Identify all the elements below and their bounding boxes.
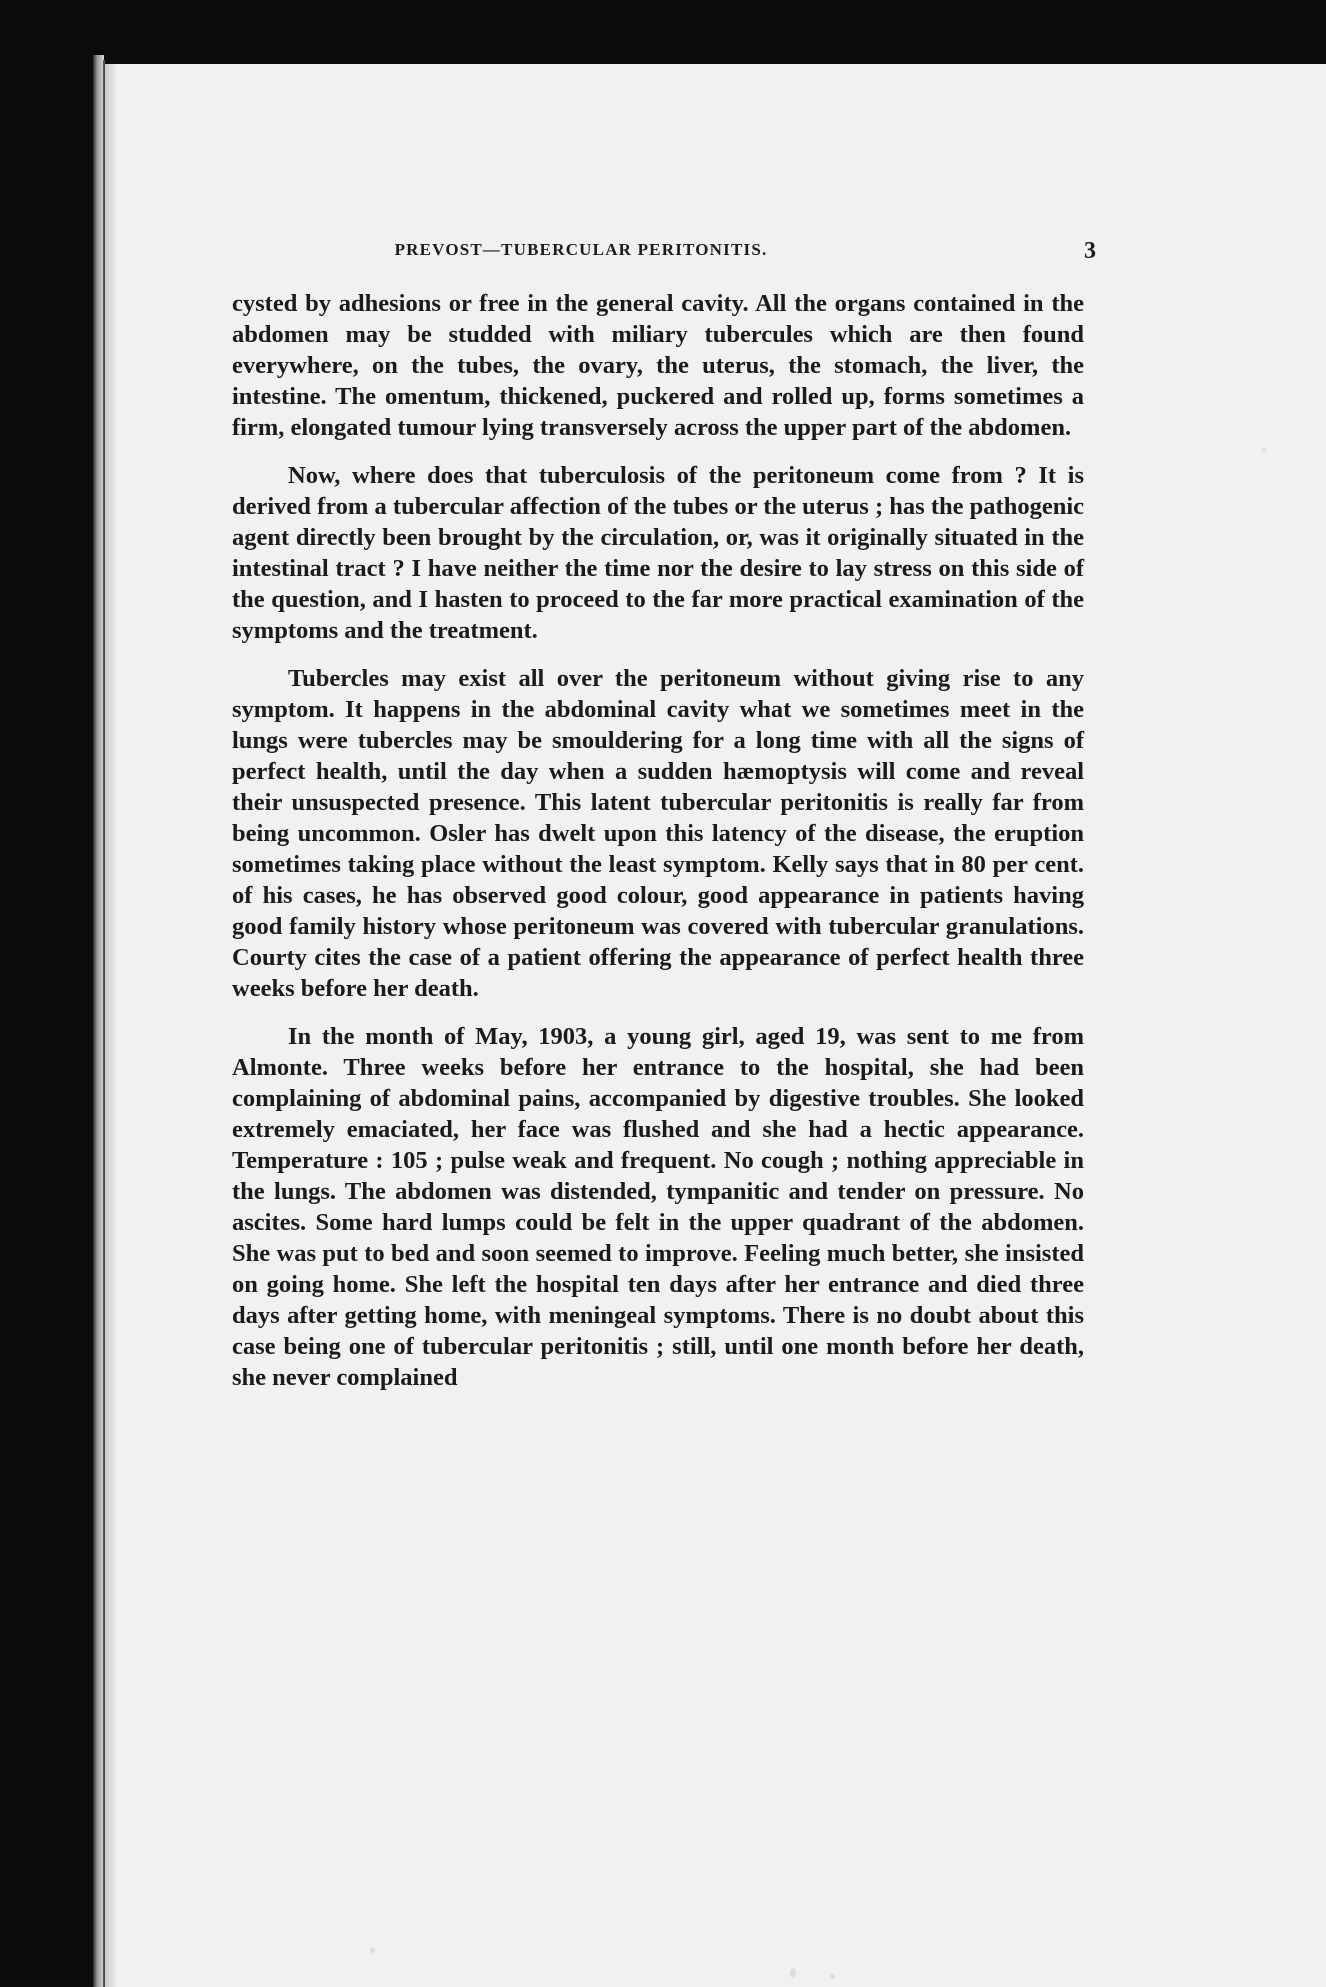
paragraph: In the month of May, 1903, a young girl, aged 19, was sent to me from Almonte. Three weeks before her entrance to the hospital, she had been complaining of abdominal pains, accompanied by digestive troubles. She looked extremely emaciated, her face was flushed and she had a hectic appearance. Temperature : 105 ; pulse weak and frequent. No cough ; nothing appreciable in the lungs. The abdomen was distended, tympanitic and tender on pressure. No ascites. Some hard lumps could be felt in the upper quadrant of the abdomen. She was put to bed and soon seemed to improve. Feeling much better, she insisted on going home. She left the hospital ten days after her entrance and died three days after getting home, with meningeal symptoms. There is no doubt about this case being one of tubercular peritonitis ; still, until one month before her death, she never complained — [232, 1023, 1084, 1391]
page-header — [236, 240, 1096, 270]
scan-speck — [790, 1968, 796, 1978]
page-number: 3 — [1084, 238, 1096, 264]
scan-speck — [830, 1974, 835, 1979]
paragraph: Now, where does that tuberculosis of the peritoneum come from ? It is derived from a tubercular affection of the tubes or the uterus ; has the pathogenic agent directly been brought by the circulation, or, was it originally situated in the intestinal tract ? I have neither the time nor the desire to lay stress on this side of the question, and I hasten to proceed to the far more practical examination of the symptoms and the treatment. — [232, 462, 1084, 644]
body-text — [232, 288, 1084, 1393]
paragraph: Tubercles may exist all over the peritoneum without giving rise to any symptom. It happens in the abdominal cavity what we sometimes meet in the lungs were tubercles may be smouldering for a long time with all the signs of perfect health, until the day when a sudden hæmoptysis will come and reveal their unsuspected presence. This latent tubercular peritonitis is really far from being uncommon. Osler has dwelt upon this latency of the disease, the eruption sometimes taking place without the least symptom. Kelly says that in 80 per cent. of his cases, he has observed good colour, good appearance in patients having good family history whose peritoneum was covered with tubercular granulations. Courty cites the case of a patient offering the appearance of perfect health three weeks before her death. — [232, 665, 1084, 1002]
scan-speck — [1262, 448, 1266, 452]
running-head: PREVOST—TUBERCULAR PERITONITIS. — [394, 240, 768, 259]
paragraph-continued: cysted by adhesions or free in the general cavity. All the organs contained in the abdomen may be studded with miliary tubercules which are then found everywhere, on the tubes, the ovary, the uterus, the stomach, the liver, the intestine. The omentum, thickened, puckered and rolled up, forms sometimes a firm, elongated tumour lying transversely across the upper part of the abdomen. — [232, 290, 1084, 441]
gutter-shadow — [104, 64, 118, 1987]
scan-speck — [370, 1948, 375, 1953]
